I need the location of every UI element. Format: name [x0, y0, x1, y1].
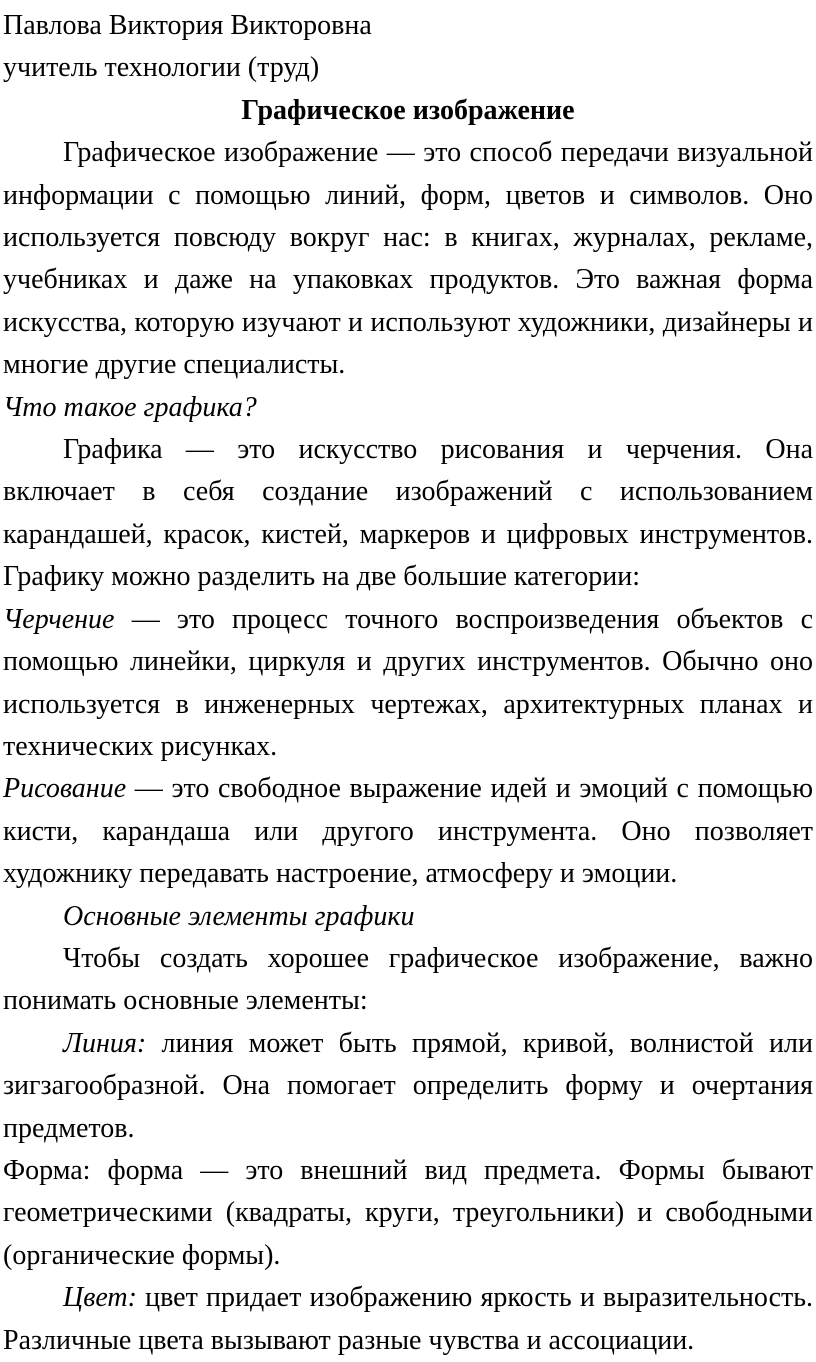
- paragraph-drafting-text: — это процесс точного воспроизведения объектов с помощью линейки, циркуля и других инструментов. Обычно оно используется в инженерных чертежах, архитектурных планах и технических рисунках.: [3, 603, 813, 762]
- author-line: Павлова Виктория Викторовна: [3, 10, 372, 41]
- paragraph-graphics-definition: Графика — это искусство рисования и черчения. Она включает в себя создание изображений с использованием карандашей, красок, кистей, маркеров и цифровых инструментов. Графику можно разделить на две большие категории:: [3, 434, 813, 593]
- heading-basic-elements: Основные элементы графики: [63, 900, 415, 932]
- role-line: учитель технологии (труд): [3, 52, 320, 84]
- paragraph-drawing-text: — это свободное выражение идей и эмоций с помощью кисти, карандаша или другого инструмента. Оно позволяет художнику передавать настроение, атмосферу и эмоции.: [3, 773, 813, 890]
- paragraph-line: [3, 1023, 813, 1150]
- paragraph-line-text: линия может быть прямой, кривой, волнистой или зигзагообразной. Она помогает определить форму и очертания предметов.: [3, 1027, 813, 1144]
- paragraph-drafting: [3, 599, 813, 769]
- paragraph-shape: Форма: форма — это внешний вид предмета. Формы бывают геометрическими (квадраты, круги, треугольники) и свободными (органические формы).: [3, 1154, 813, 1271]
- paragraph-elements-intro: Чтобы создать хорошее графическое изображение, важно понимать основные элементы:: [3, 942, 813, 1017]
- paragraph-drawing: [3, 768, 813, 895]
- paragraph-color: [3, 1277, 813, 1362]
- term-drawing: Рисование: [3, 773, 127, 805]
- document-title: Графическое изображение: [241, 94, 575, 126]
- paragraph-color-text: цвет придает изображению яркость и выразительность. Различные цвета вызывают разные чувства и ассоциации.: [3, 1282, 813, 1356]
- term-color: Цвет:: [63, 1282, 137, 1314]
- term-line: Линия:: [63, 1027, 147, 1059]
- heading-what-is-graphics: Что такое графика?: [3, 391, 257, 423]
- paragraph-graphic-image-definition: Графическое изображение — это способ передачи визуальной информации с помощью линий, форм, цветов и символов. Оно используется повсюду вокруг нас: в книгах, журналах, рекламе, учебниках и даже на упаковках продуктов. Это важная форма искусства, которую изучают и используют художники, дизайнеры и многие другие специалисты.: [3, 137, 813, 381]
- term-drafting: Черчение: [3, 603, 115, 635]
